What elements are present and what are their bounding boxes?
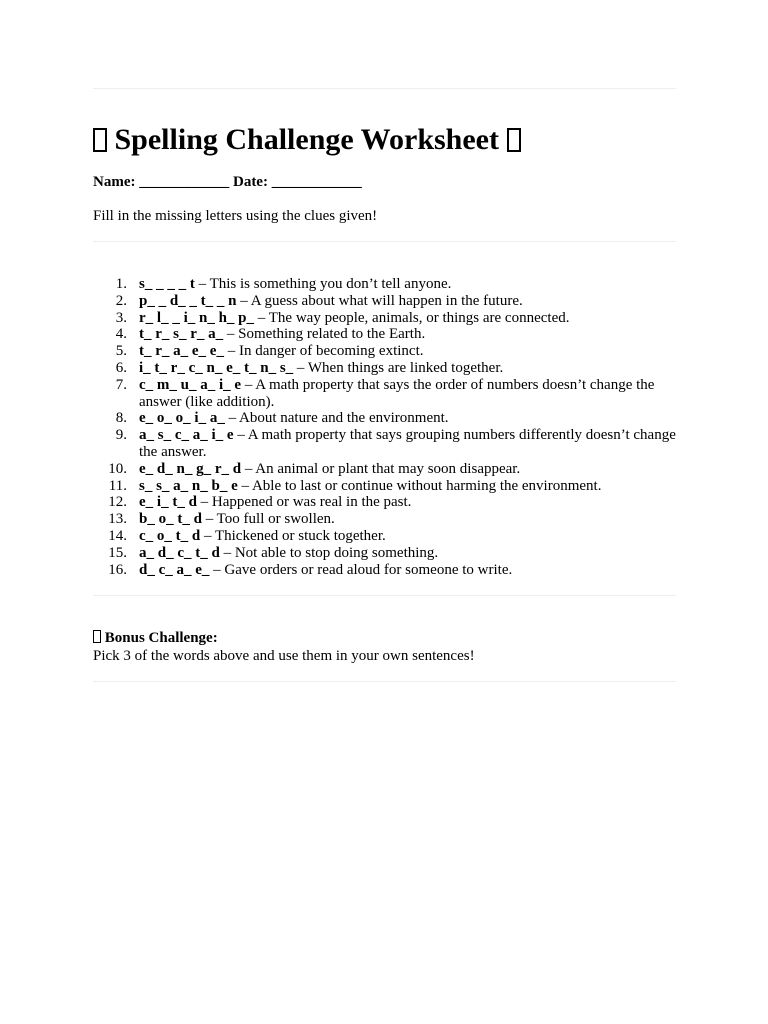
page-title <box>93 120 521 160</box>
clue-word: c_ m_ u_ a_ i_ e <box>139 376 242 393</box>
clue-definition: – Able to last or continue without harming the environment. <box>237 477 602 494</box>
clue-item <box>93 511 676 528</box>
instructions: Fill in the missing letters using the clues given! <box>93 208 378 224</box>
clue-word: a_ d_ c_ t_ d <box>139 544 220 561</box>
clue-word: t_ r_ s_ r_ a_ <box>139 326 224 343</box>
clue-number: 9. <box>115 427 127 444</box>
clue-item <box>93 478 676 495</box>
top-divider <box>93 88 676 89</box>
clue-definition: – Not able to stop doing something. <box>219 544 439 561</box>
clue-number: 15. <box>108 544 127 561</box>
clue-item <box>93 377 676 411</box>
clue-list <box>93 276 676 578</box>
clue-item <box>93 427 676 461</box>
clue-word: r_ l_ _ i_ n_ h_ p_ <box>139 309 255 326</box>
missing-glyph-icon <box>93 630 101 643</box>
clue-definition: – In danger of becoming extinct. <box>223 343 424 360</box>
clue-word: c_ o_ t_ d <box>139 527 201 544</box>
clue-word: s_ _ _ _ t <box>139 276 195 292</box>
bonus-title-text: Bonus Challenge: <box>104 630 218 646</box>
clue-number: 14. <box>108 527 127 544</box>
clue-definition: – Gave orders or read aloud for someone to write. <box>209 561 513 578</box>
clue-number: 10. <box>108 460 127 477</box>
clue-item <box>93 562 676 579</box>
clue-word: e_ i_ t_ d <box>139 494 197 511</box>
clue-definition: – The way people, animals, or things are connected. <box>254 309 570 326</box>
clue-item <box>93 310 676 327</box>
clue-definition: – Too full or swollen. <box>201 511 335 528</box>
clue-number: 5. <box>115 343 127 360</box>
clue-number: 2. <box>115 292 127 309</box>
clue-word: p_ _ d_ _ t_ _ n <box>139 292 237 309</box>
clue-word: d_ c_ a_ e_ <box>139 561 210 578</box>
clue-definition: – This is something you don’t tell anyone. <box>194 276 452 292</box>
bottom-divider <box>93 681 676 682</box>
missing-glyph-icon <box>93 128 107 152</box>
clue-word: b_ o_ t_ d <box>139 511 202 528</box>
clue-word: i_ t_ r_ c_ n_ e_ t_ n_ s_ <box>139 359 294 376</box>
clue-item <box>93 461 676 478</box>
clue-number: 4. <box>115 326 127 343</box>
clue-definition: – A math property that says grouping numbers differently doesn’t change the answer. <box>139 427 676 460</box>
clue-definition: – When things are linked together. <box>293 359 504 376</box>
clue-word: s_ s_ a_ n_ b_ e <box>139 477 238 494</box>
clue-definition: – Something related to the Earth. <box>223 326 426 343</box>
clue-item <box>93 494 676 511</box>
name-date-line: Name: ____________ Date: ____________ <box>93 174 362 190</box>
clue-item <box>93 545 676 562</box>
clue-item <box>93 360 676 377</box>
clue-item <box>93 293 676 310</box>
clue-definition: – A math property that says the order of numbers doesn’t change the answer (like addition). <box>139 376 655 410</box>
clue-number: 6. <box>115 359 127 376</box>
bonus-instructions: Pick 3 of the words above and use them in your own sentences! <box>93 648 475 664</box>
clue-item <box>93 528 676 545</box>
title-text: Spelling Challenge Worksheet <box>114 123 499 156</box>
clue-number: 1. <box>115 276 127 292</box>
clue-number: 8. <box>115 410 127 427</box>
clue-item <box>93 343 676 360</box>
clue-number: 12. <box>108 494 127 511</box>
bonus-heading <box>93 629 218 647</box>
clue-definition: – An animal or plant that may soon disappear. <box>241 460 521 477</box>
clue-definition: – Thickened or stuck together. <box>200 527 386 544</box>
clue-word: e_ d_ n_ g_ r_ d <box>139 460 242 477</box>
clue-definition: – A guess about what will happen in the future. <box>236 292 523 309</box>
clue-number: 3. <box>115 309 127 326</box>
clue-word: t_ r_ a_ e_ e_ <box>139 343 224 360</box>
section-divider <box>93 595 676 596</box>
clue-number: 16. <box>108 561 127 578</box>
clue-definition: – Happened or was real in the past. <box>196 494 412 511</box>
clue-item <box>93 410 676 427</box>
clue-number: 11. <box>108 477 127 494</box>
clue-number: 7. <box>115 376 127 393</box>
clue-item <box>93 276 676 293</box>
clue-number: 13. <box>108 511 127 528</box>
missing-glyph-icon <box>507 128 521 152</box>
clue-word: a_ s_ c_ a_ i_ e <box>139 427 234 444</box>
clue-word: e_ o_ o_ i_ a_ <box>139 410 225 427</box>
clue-item <box>93 326 676 343</box>
section-divider <box>93 241 676 242</box>
clue-definition: – About nature and the environment. <box>224 410 449 427</box>
